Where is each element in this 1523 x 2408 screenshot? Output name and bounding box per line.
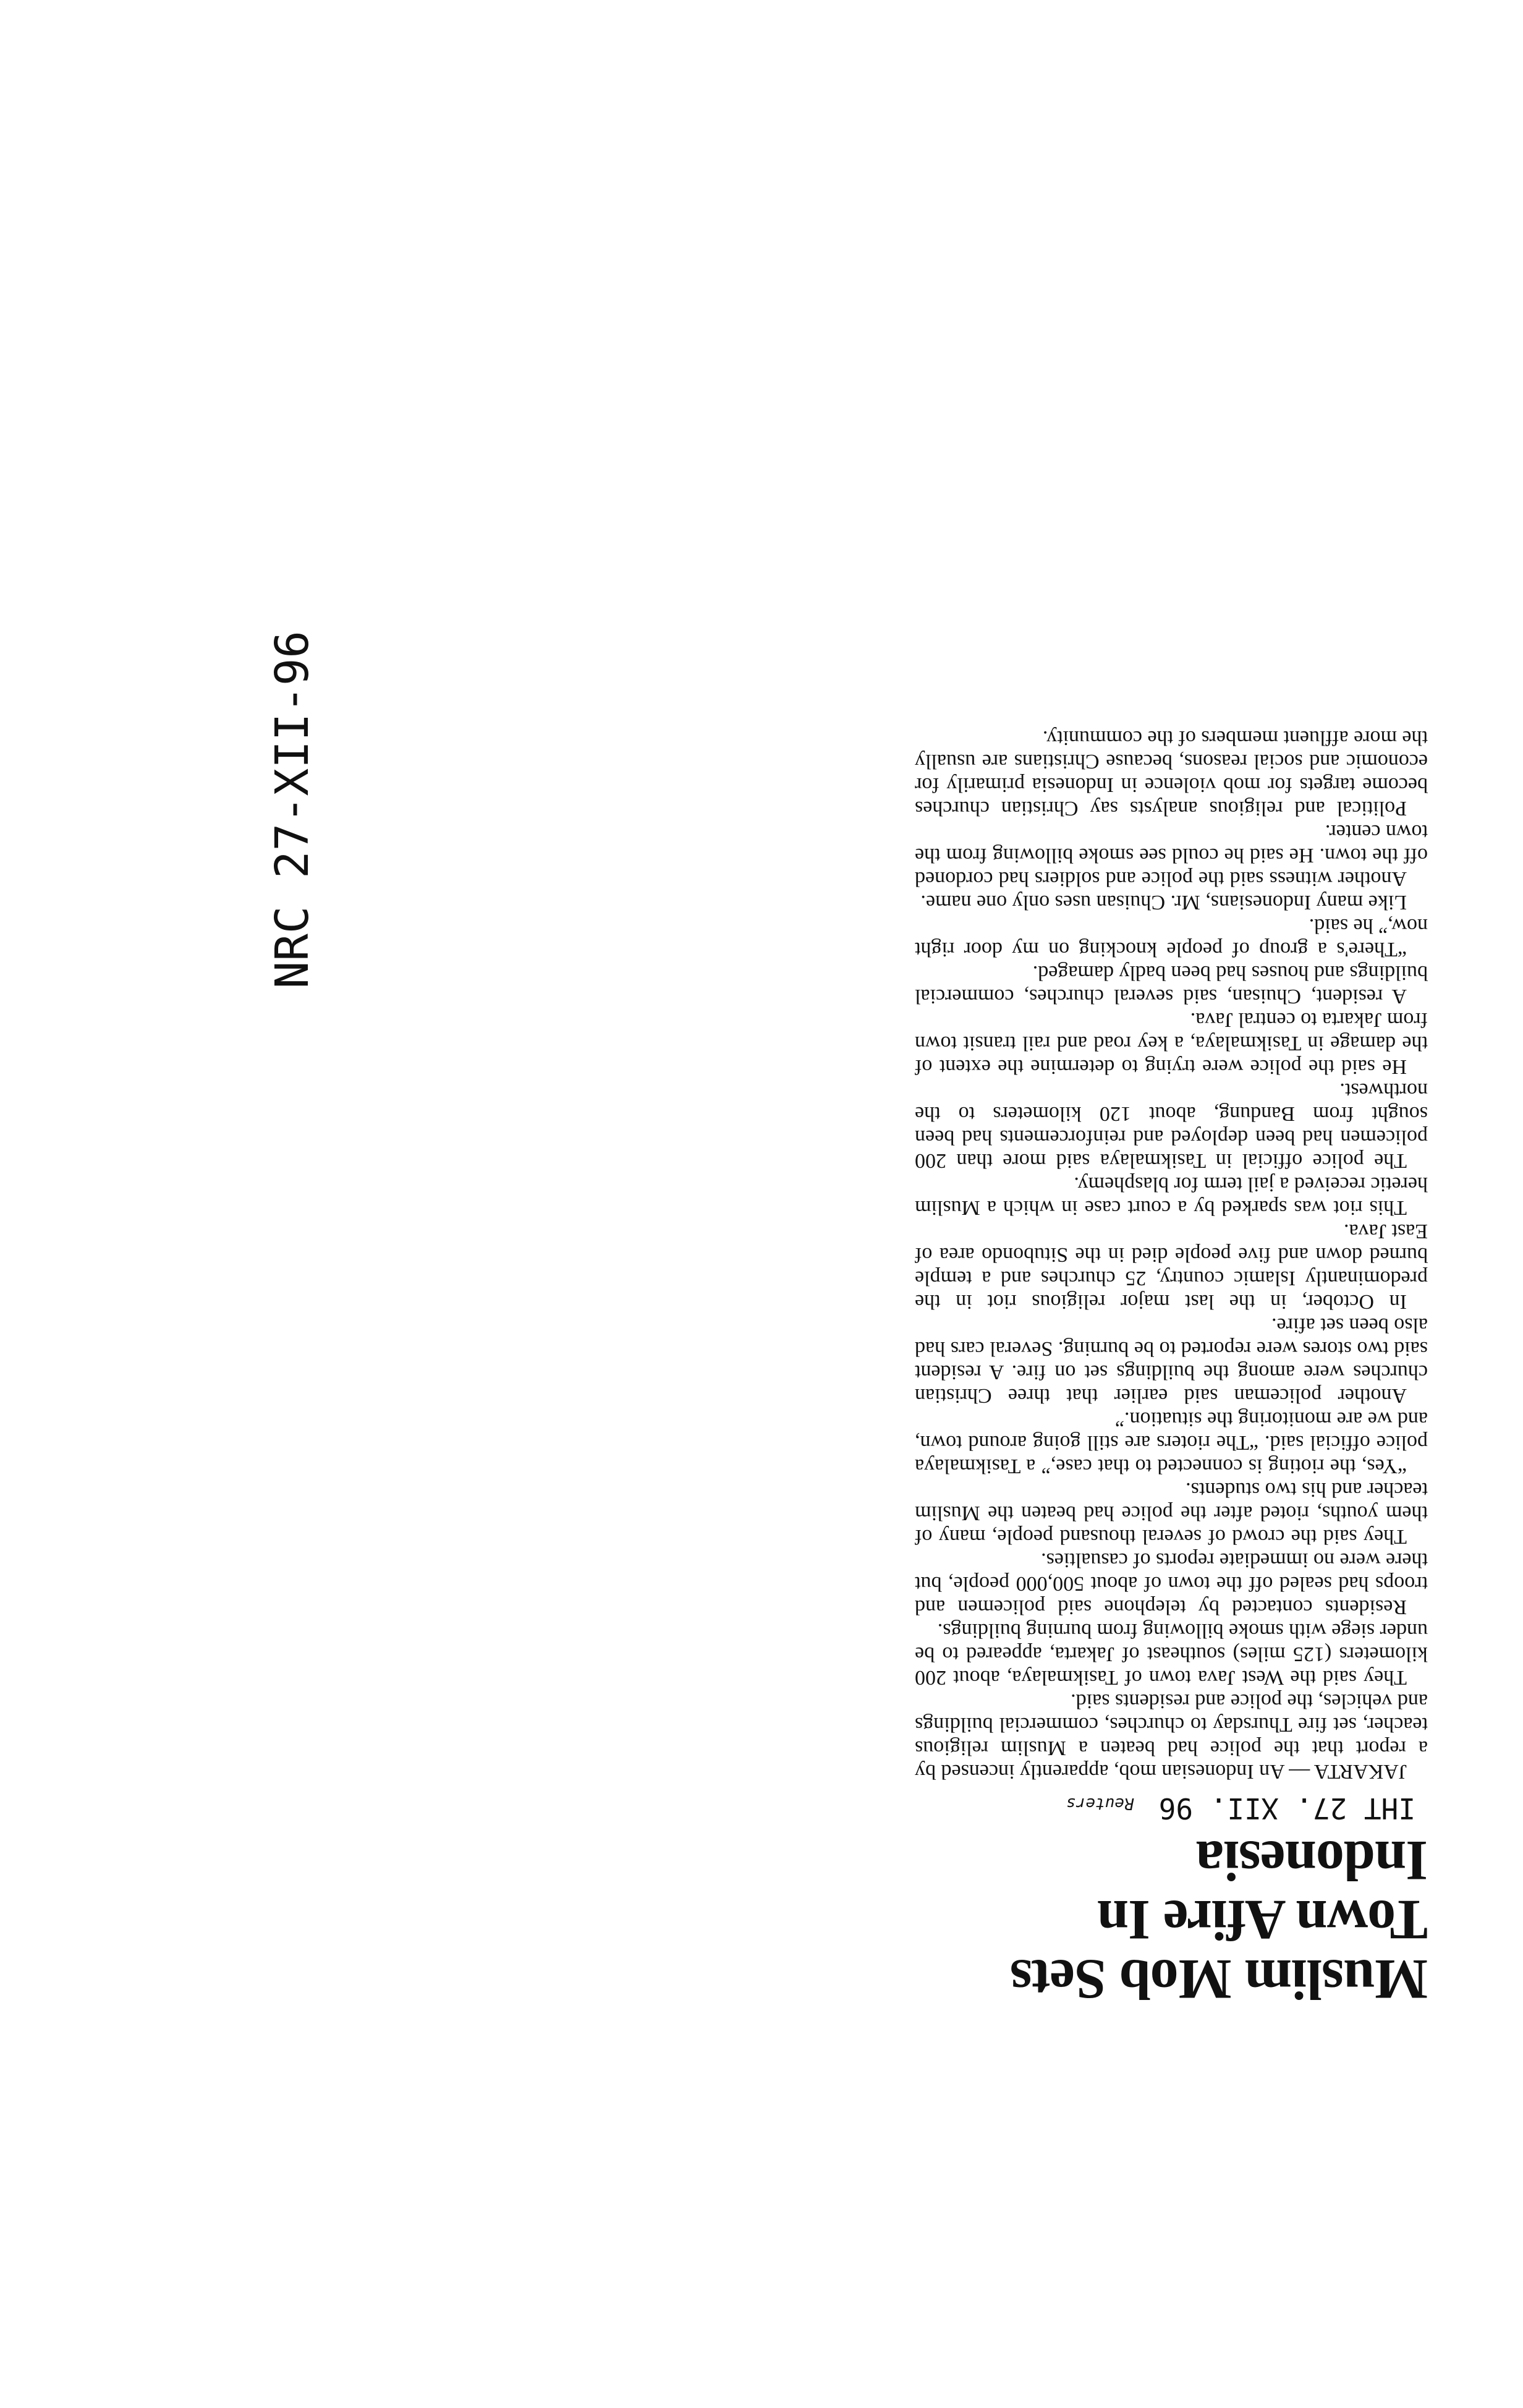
- iht-paragraph: The police official in Tasikmalaya said more than 200 policemen had been deployed and reinforcements had been sought from Bandung, about 120 kilometers to the northwest.: [915, 1079, 1428, 1172]
- iht-paragraph: Residents contacted by telephone said policemen and troops had sealed off the town of about 500,000 people, but there were no immediate reports of casualties.: [915, 1549, 1428, 1619]
- iht-paragraph: He said the police were trying to determine the extent of the damage in Tasikmalaya, a key road and rail transit town from Jakarta to central Java.: [915, 1008, 1428, 1078]
- iht-paragraph: Another witness said the police and soldiers had cordoned off the town. He said he could see smoke billowing from the town center.: [915, 820, 1428, 890]
- iht-paragraph: This riot was sparked by a court case in which a Muslim heretic received a jail term for blasphemy.: [915, 1173, 1428, 1219]
- iht-headline: Muslim Mob Sets Town Afire In Indonesia: [1011, 1829, 1428, 2011]
- iht-paragraph: “There's a group of people knocking on my door right now,” he said.: [915, 914, 1428, 961]
- iht-source-note: IHT 27. XII. 96: [1158, 1792, 1415, 1825]
- iht-paragraph: They said the crowd of several thousand people, many of them youths, rioted after the police had beaten the Muslim teacher and his two students.: [915, 1478, 1428, 1548]
- iht-source-note-row: [915, 1792, 1415, 1825]
- iht-clipping: [915, 216, 1428, 2009]
- iht-byline: Reuters: [1066, 1794, 1134, 1813]
- iht-paragraph: In October, in the last major religious riot in the predominantly Islamic country, 25 churches and a temple burned down and five people died in the Situbondo area of East Java.: [915, 1220, 1428, 1313]
- iht-paragraph: Like many Indonesians, Mr. Chuisan uses only one name.: [920, 891, 1407, 914]
- iht-paragraph: A resident, Chuisan, said several churches, commercial buildings and houses had been badly damaged.: [915, 961, 1428, 1008]
- iht-paragraph: JAKARTA — An Indonesian mob, apparently incensed by a report that the police had beaten a Muslim religious teacher, set fire Thursday to churches, commercial buildings and vehicles, the police and residents said.: [915, 1690, 1428, 1783]
- iht-paragraph: They said the West Java town of Tasikmalaya, about 200 kilometers (125 miles) southeast of Jakarta, appeared to be under siege with smoke billowing from burning buildings.: [915, 1619, 1428, 1689]
- iht-paragraph: Another policeman said earlier that three Christian churches were among the buildings set on fire. A resident said two stores were reported to be burning. Several cars had also been set afire.: [915, 1314, 1428, 1407]
- iht-article-body: [915, 726, 1428, 1783]
- iht-paragraph: Political and religious analysts say Christian churches become targets for mob violence in Indonesia primarily for economic and social reasons, because Christians are usually the more affluent members of the community.: [915, 726, 1428, 820]
- nrc-source-note: NRC 27-XII-96: [266, 631, 319, 989]
- iht-paragraph: “Yes, the rioting is connected to that case,” a Tasikmalaya police official said. “The rioters are still going around town, and we are monitoring the situation.”: [915, 1408, 1428, 1478]
